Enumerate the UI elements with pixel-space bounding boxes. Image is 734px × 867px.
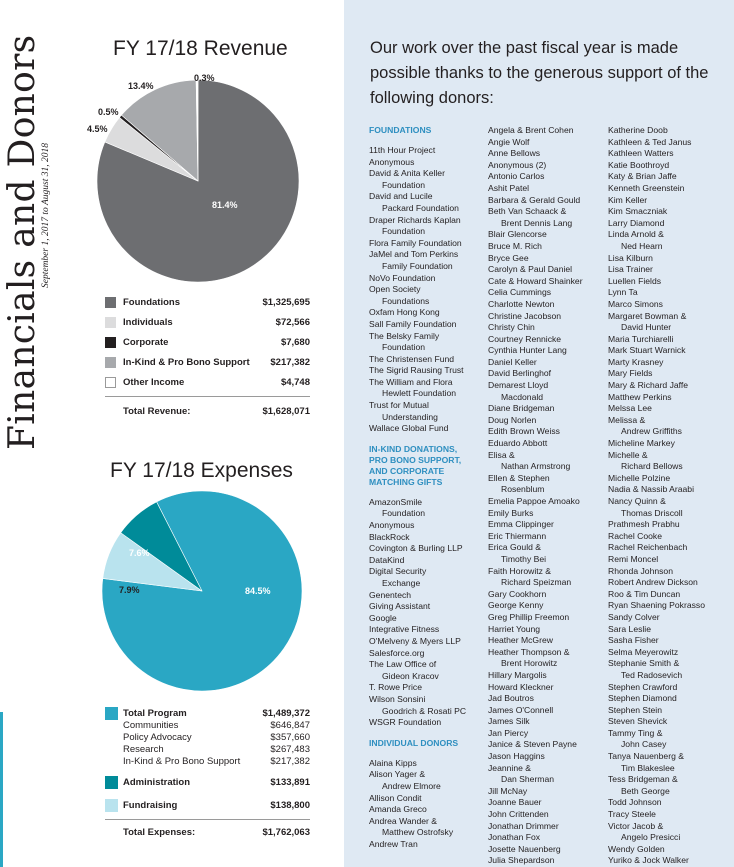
donor-name: Tracy Steele [608,809,656,820]
donor-name: 11th Hour Project [369,145,436,155]
donor-name: Maria Turchiarelli [608,333,674,344]
pie-label: 7.9% [119,585,140,595]
spacer [369,749,466,758]
donor-name: Courtney Rennicke [488,333,562,344]
donor-name: Kenneth Greenstein [608,182,685,193]
legend-value: $1,325,695 [262,297,310,308]
donor-name: Anne Bellows [488,148,541,159]
donor-name: Edith Brown Weiss [488,426,560,437]
donor-name: Angelo Presicci [621,832,681,843]
donor-column [369,125,466,850]
donor-name: Larry Diamond [608,217,665,228]
donor-name: The William and Flora [369,376,453,387]
donor-name: WSGR Foundation [369,717,442,728]
donor-column [608,125,705,867]
donor-name: The Belsky Family [369,330,440,341]
pie-label: 81.4% [212,200,238,210]
donor-name: Margaret Bowman & [608,310,687,321]
donor-name: Diane Bridgeman [488,403,555,414]
donor-name: Lynn Ta [608,287,638,298]
donor-name: Mary & Richard Jaffe [608,380,689,391]
donor-name: Stephen Diamond [608,693,677,704]
donor-name: Foundation [382,179,426,190]
donor-name: AmazonSmile [369,496,423,507]
legend-subrow [105,756,310,768]
donor-name: Joanne Bauer [488,797,542,808]
legend-value: $7,680 [280,337,310,348]
donor-name: Hewlett Foundation [382,388,457,399]
donor-name: Richard Bellows [621,461,683,472]
donor-name: Charlotte Newton [488,298,555,309]
donor-name: Nadia & Nassib Araabi [608,484,694,495]
donor-name: Wallace Global Fund [369,423,449,434]
donor-category-heading: FOUNDATIONS [369,125,432,135]
legend-subrow [105,720,310,732]
donor-name: Kathleen & Ted Janus [608,136,692,147]
donor-category-heading: PRO BONO SUPPORT, [369,454,462,465]
legend-value: $4,748 [280,377,310,388]
donor-name: Anonymous [369,156,415,167]
donor-name: Christy Chin [488,322,535,333]
donor-name: Hillary Margolis [488,669,547,680]
donor-name: Ellen & Stephen [488,472,550,483]
donor-name: O'Melveny & Myers LLP [369,635,461,646]
donor-name: Howard Kleckner [488,681,554,692]
donor-name: Blair Glencorse [488,229,547,240]
donor-name: Todd Johnson [608,797,662,808]
donor-name: The Christensen Fund [369,353,455,364]
accent-bar [0,712,3,867]
donor-name: Emelia Pappoe Amoako [488,496,580,506]
donor-name: Kim Smaczniak [608,206,668,217]
donor-name: Michelle & [608,449,648,460]
donor-name: Brent Horowitz [501,658,558,669]
legend-value: $217,382 [270,357,310,368]
pie-label: 4.5% [87,124,108,134]
legend-label: Communities [123,720,179,731]
donor-name: Katherine Doob [608,125,668,135]
donor-name: Mark Stuart Warnick [608,345,686,356]
pie-label: 84.5% [245,586,271,596]
donor-name: Antonio Carlos [488,171,545,182]
donor-name: Eric Thiermann [488,530,547,541]
donor-name: Emily Burks [488,507,534,518]
donor-name: Trust for Mutual [369,400,429,411]
legend-swatch [105,707,118,720]
divider [105,819,310,820]
donor-name: Oxfam Hong Kong [369,307,440,318]
donor-name: Ryan Shaening Pokrasso [608,600,705,611]
legend-value: $357,660 [270,732,310,743]
donor-name: The Sigrid Rausing Trust [369,365,464,376]
donor-name: Open Society [369,284,421,295]
legend-label: Foundations [123,297,180,308]
donor-name: Josette Nauenberg [488,843,561,854]
donor-name: Heather McGrew [488,635,553,646]
donor-name: Melssa Lee [608,403,652,414]
donor-name: Elisa & [488,449,515,460]
legend-value: $138,800 [270,800,310,811]
pie-label: 13.4% [128,81,154,91]
donor-name: Katie Boothroyd [608,159,670,170]
spacer [369,435,466,444]
donor-name: Rachel Reichenbach [608,542,688,553]
donor-name: Carolyn & Paul Daniel [488,264,573,275]
section-title: Financials and Donors [2,34,43,450]
donor-name: Melissa & [608,414,646,425]
donor-name: Beth George [621,785,670,796]
donor-name: Tanya Nauenberg & [608,751,684,762]
donor-name: Wendy Golden [608,843,665,854]
donor-name: Barbara & Gerald Gould [488,194,581,205]
legend-value: $646,847 [270,720,310,731]
donor-name: Jan Piercy [488,727,529,738]
donor-name: Ned Hearn [621,240,663,251]
legend-label: Total Program [123,708,187,719]
spacer [369,488,466,497]
financials-panel [0,0,344,867]
donor-name: Doug Norlen [488,414,537,425]
pie-label: 7.6% [129,548,150,558]
legend-label: In-Kind & Pro Bono Support [123,357,250,368]
legend-label: Corporate [123,337,169,348]
donor-name: Marco Simons [608,298,663,309]
legend-label: Policy Advocacy [123,732,192,743]
donor-name: Gary Cookhorn [488,588,547,599]
donor-name: Rosenblum [501,484,545,495]
legend-label: In-Kind & Pro Bono Support [123,756,241,767]
total-label: Total Revenue: [123,406,191,417]
donor-name: Cynthia Hunter Lang [488,345,567,356]
donor-name: The Law Office of [369,659,437,670]
donor-name: Jeannine & [488,762,532,773]
donor-name: Digital Security [369,566,427,577]
donor-name: Robert Andrew Dickson [608,577,698,588]
fiscal-dates: September 1, 2017 to August 31, 2018 [41,143,51,288]
donor-category-heading: AND CORPORATE [369,465,445,476]
donor-name: Matthew Perkins [608,391,672,402]
legend-label: Administration [123,777,191,788]
donor-name: Greg Phillip Freemon [488,611,570,622]
donor-name: BlackRock [369,531,410,542]
donor-name: Angela & Brent Cohen [488,125,574,135]
donor-name: Linda Arnold & [608,229,664,240]
donor-name: Prathmesh Prabhu [608,519,680,530]
donor-name: Marty Krasney [608,356,664,367]
donor-name: Janice & Steven Payne [488,739,577,750]
legend-swatch [105,799,118,812]
donor-name: Anonymous (2) [488,159,547,170]
legend-label: Fundraising [123,800,178,811]
legend-subrow [105,744,310,756]
donor-name: Daniel Keller [488,356,537,367]
donor-name: Erica Gould & [488,542,542,553]
donor-name: Bruce M. Rich [488,240,542,251]
legend-label: Research [123,744,164,755]
donor-name: David & Anita Keller [369,168,445,179]
legend-value: $72,566 [275,317,310,328]
donor-name: Harriet Young [488,623,541,634]
donor-name: Steven Shevick [608,716,668,727]
donor-name: Victor Jacob & [608,820,664,831]
total-label: Total Expenses: [123,827,196,838]
donor-name: Matthew Ostrofsky [382,827,454,838]
expenses-title: FY 17/18 Expenses [110,459,293,482]
donor-name: Gideon Kracov [382,670,439,681]
total-value: $1,628,071 [262,406,310,417]
donor-name: Bryce Gee [488,252,529,263]
donor-name: Brent Dennis Lang [501,217,573,228]
donor-name: Alison Yager & [369,769,426,780]
revenue-title: FY 17/18 Revenue [113,37,288,60]
donor-name: Remi Moncel [608,553,659,564]
donor-name: Emma Clippinger [488,519,554,530]
donor-name: Heather Thompson & [488,646,570,657]
donor-name: George Kenny [488,600,544,611]
pie-label: 0.3% [194,73,215,83]
donor-name: Flora Family Foundation [369,237,462,248]
donor-name: Beth Van Schaack & [488,206,567,217]
donor-name: Andrew Tran [369,838,418,849]
donor-name: Luellen Fields [608,275,662,286]
donor-name: David Hunter [621,322,672,333]
donor-category-heading: INDIVIDUAL DONORS [369,737,459,748]
donor-name: Stephanie Smith & [608,658,680,669]
donor-name: Draper Richards Kaplan [369,214,461,225]
donor-name: Lisa Trainer [608,264,653,275]
donor-name: John Casey [621,739,667,750]
donor-name: Foundation [382,226,426,237]
donor-name: Tammy Ting & [608,727,663,738]
donor-name: Sall Family Foundation [369,318,457,329]
donor-name: Jill McNay [488,785,528,796]
donor-name: Exchange [382,578,421,588]
donor-name: Micheline Markey [608,438,675,449]
donor-name: Integrative Fitness [369,624,440,635]
donor-name: Amanda Greco [369,804,427,815]
donor-name: Sandy Colver [608,611,660,622]
donor-name: Lisa Kilburn [608,252,653,263]
donors-intro: Our work over the past fiscal year is made possible thanks to the generous support of the following donors: [370,39,709,107]
donor-name: Celia Cummings [488,287,552,298]
donor-name: Packard Foundation [382,202,459,213]
donor-name: John Crittenden [488,809,549,820]
legend-subrow [105,732,310,744]
donor-name: Selma Meyerowitz [608,646,679,657]
donor-name: Foundations [382,295,430,306]
donor-name: Nathan Armstrong [501,461,571,472]
spacer [369,729,466,738]
donor-name: Roo & Tim Duncan [608,588,681,599]
donor-name: Andrew Griffiths [621,426,682,437]
donor-name: T. Rowe Price [369,682,423,693]
donor-name: Macdonald [501,391,544,402]
donor-name: Richard Speizman [501,577,572,588]
donor-name: Jad Boutros [488,693,534,704]
donor-name: Alaina Kipps [369,757,417,768]
donor-name: Sara Leslie [608,623,651,634]
donor-name: Covington & Burling LLP [369,543,463,554]
donor-name: Michelle Polzine [608,472,671,483]
donor-name: Thomas Driscoll [621,507,683,518]
donor-name: David Berlinghof [488,368,552,379]
donor-name: Google [369,612,397,623]
donor-name: Goodrich & Rosati PC [382,705,467,716]
donor-name: Kim Keller [608,194,648,205]
legend-label: Other Income [123,377,185,388]
donor-name: Mary Fields [608,368,653,379]
legend-value: $1,489,372 [262,708,310,719]
legend-value: $133,891 [270,777,310,788]
legend-value: $217,382 [270,756,310,767]
donor-name: Foundation [382,342,426,353]
legend-value: $267,483 [270,744,310,755]
donor-name: Anonymous [369,520,415,531]
legend-swatch [105,776,118,789]
donor-name: James O'Connell [488,704,554,715]
donor-name: Angie Wolf [488,136,530,147]
donor-category-heading: MATCHING GIFTS [369,476,443,487]
donor-name: Ted Radosevich [621,669,683,680]
donor-column [488,125,583,867]
donor-name: Giving Assistant [369,601,431,612]
legend-label: Individuals [123,317,173,328]
donor-name: NoVo Foundation [369,272,436,283]
donor-name: Tess Bridgeman & [608,774,678,785]
legend-row-fundraising [105,796,310,816]
donor-name: Wilson Sonsini [369,693,426,704]
legend-row-administration [105,773,310,793]
donor-name: Katy & Brian Jaffe [608,171,677,182]
donor-name: Kathleen Watters [608,148,674,159]
donor-name: Yuriko & Jock Walker [608,855,689,866]
donor-name: Julia Shepardson [488,855,555,866]
donor-name: Christine Jacobson [488,310,562,321]
donor-name: Jason Haggins [488,751,545,762]
pie-label: 0.5% [98,107,119,117]
donor-name: Faith Horowitz & [488,565,552,576]
donor-name: Andrea Wander & [369,815,437,826]
spacer [369,136,466,145]
donor-name: DataKind [369,554,405,565]
donor-name: Rachel Cooke [608,530,662,541]
expenses-pie-chart [0,0,344,720]
donor-name: Understanding [382,411,438,422]
donor-name: James Silk [488,716,530,727]
donor-name: Dan Sherman [501,774,555,785]
donor-name: Timothy Bei [501,553,547,564]
donor-name: Demarest Lloyd [488,380,549,391]
donor-name: Foundation [382,508,426,519]
donor-name: Nancy Quinn & [608,496,666,506]
donor-name: Tim Blakeslee [621,762,675,773]
donor-name: Stephen Crawford [608,681,678,692]
donor-name: Family Foundation [382,260,453,271]
donor-name: Andrew Elmore [382,780,441,791]
donor-name: Allison Condit [369,792,422,803]
legend-row-program [105,704,310,720]
donor-name: Eduardo Abbott [488,438,548,449]
donor-name: Stephen Stein [608,704,662,715]
donor-name: Jonathan Fox [488,832,541,843]
donor-name: Rhonda Johnson [608,565,673,576]
donor-name: Jonathan Drimmer [488,820,559,831]
donor-name: Cate & Howard Shainker [488,275,583,286]
donor-name: Ashit Patel [488,182,530,193]
expenses-legend [105,704,310,816]
donor-category-heading: IN-KIND DONATIONS, [369,443,458,454]
donor-name: Sasha Fisher [608,635,659,646]
donor-name: Salesforce.org [369,647,425,658]
donor-name: David and Lucile [369,191,433,202]
donor-name: Genentech [369,589,412,600]
donor-name: JaMel and Tom Perkins [369,249,459,260]
total-value: $1,762,063 [262,827,310,838]
